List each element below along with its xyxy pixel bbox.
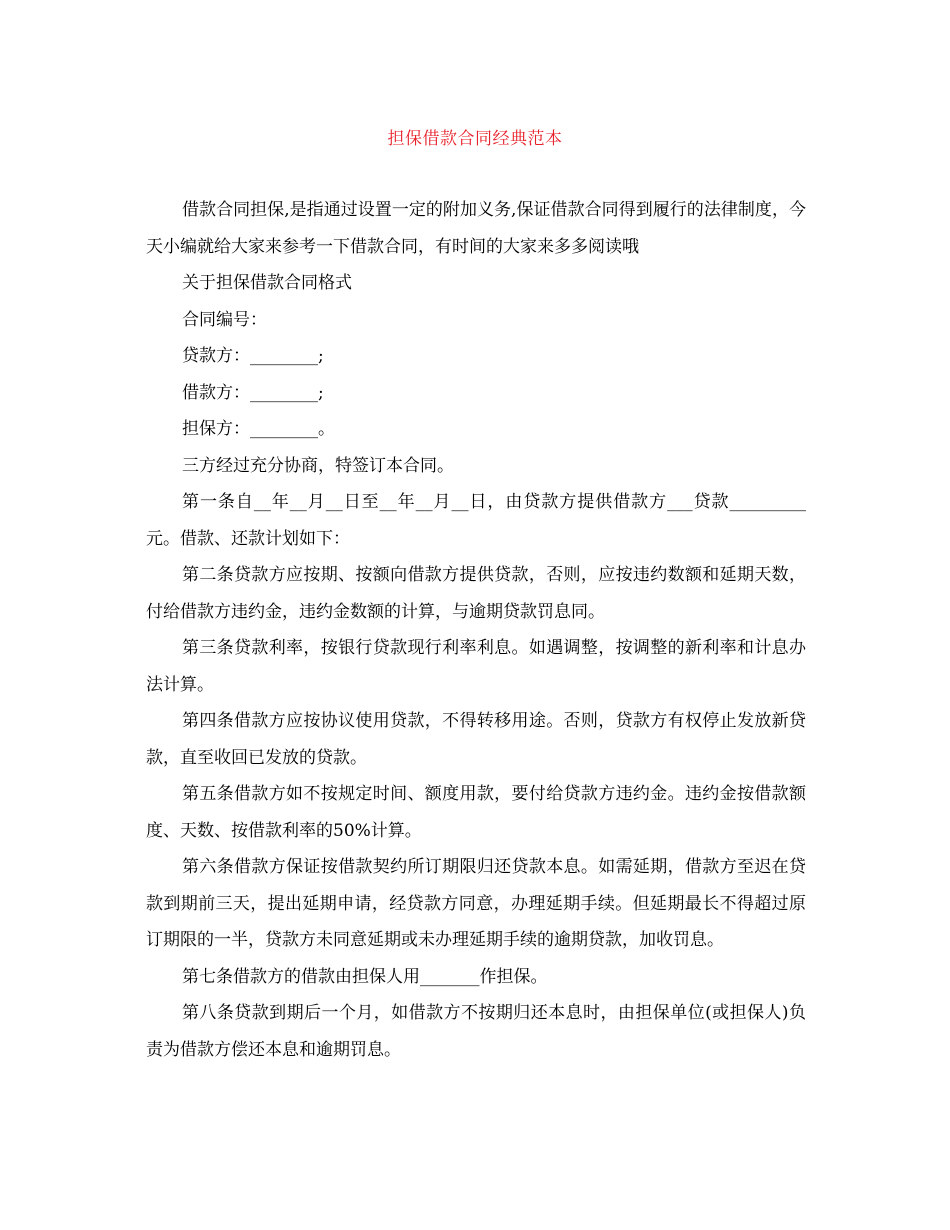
- section-heading: 关于担保借款合同格式: [182, 273, 352, 293]
- borrower-line: 借款方：________;: [182, 382, 324, 403]
- guarantor-line: 担保方：________。: [182, 419, 335, 439]
- contract-number-line: 合同编号：: [182, 309, 267, 330]
- article-6: 第六条借款方保证按借款契约所订期限归还贷款本息。如需延期，借款方至迟在贷款到期前三天，提出延期申请，经贷款方同意，办理延期手续。但延期最长不得超过原订期限的一半，贷款方未同意延期或未办理延期手续的逾期贷款，加收罚息。: [146, 857, 806, 950]
- article-5: 第五条借款方如不按规定时间、额度用款，要付给贷款方违约金。违约金按借款额度、天数、按借款利率的50%计算。: [146, 784, 806, 841]
- article-3: 第三条贷款利率，按银行贷款现行利率利息。如遇调整，按调整的新利率和计息办法计算。: [146, 638, 806, 695]
- article-8: 第八条贷款到期后一个月，如借款方不按期归还本息时，由担保单位(或担保人)负责为借款方偿还本息和逾期罚息。: [146, 1003, 806, 1060]
- article-4: 第四条借款方应按协议使用贷款，不得转移用途。否则，贷款方有权停止发放新贷款，直至收回已发放的贷款。: [146, 711, 806, 768]
- document-body: [146, 192, 806, 1068]
- article-7: 第七条借款方的借款由担保人用_______作担保。: [182, 966, 548, 987]
- article-2: 第二条贷款方应按期、按额向借款方提供贷款，否则，应按违约数额和延期天数，付给借款方违约金，违约金数额的计算，与逾期贷款罚息同。: [146, 565, 806, 622]
- agreement-statement: 三方经过充分协商，特签订本合同。: [182, 455, 454, 476]
- intro-paragraph: 借款合同担保,是指通过设置一定的附加义务,保证借款合同得到履行的法律制度，今天小编就给大家来参考一下借款合同，有时间的大家来多多阅读哦: [146, 200, 806, 257]
- lender-line: 贷款方：________;: [182, 346, 324, 366]
- article-1: 第一条自__年__月__日至__年__月__日，由贷款方提供借款方___贷款_________元。借款、还款计划如下：: [146, 492, 806, 549]
- document-title: 担保借款合同经典范本: [387, 129, 563, 149]
